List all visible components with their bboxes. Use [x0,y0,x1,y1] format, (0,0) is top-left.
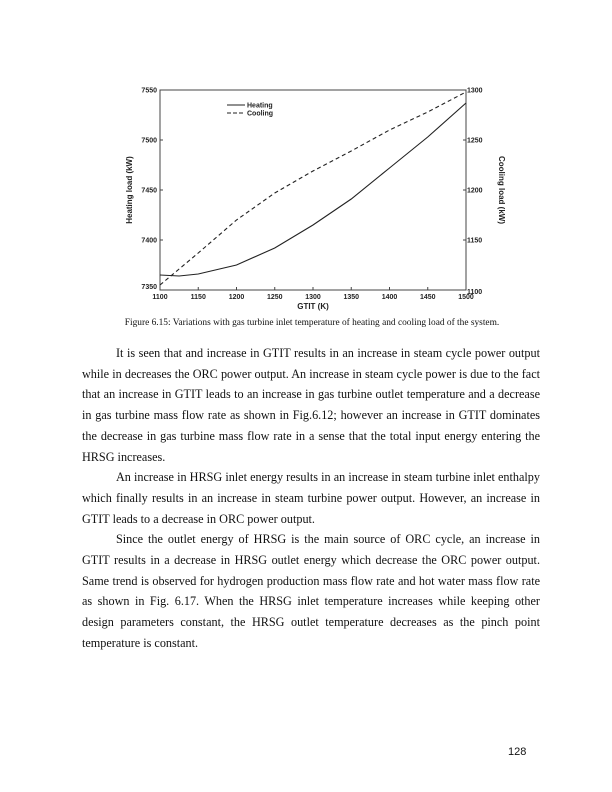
y2-tick-label: 1200 [467,187,483,195]
y-tick-label: 7550 [141,87,157,95]
x-tick-label: 1200 [228,294,245,301]
x-tick-label: 1450 [419,294,436,301]
y-tick-label: 7400 [141,237,157,245]
y-tick-label: 7450 [141,187,157,195]
series-line-cooling [160,92,466,285]
y2-tick-label: 1250 [467,137,483,145]
legend-label: Heating [247,102,273,110]
y2-tick-label: 1150 [467,237,483,245]
figure-caption: Figure 6.15: Variations with gas turbine inlet temperature of heating and cooling load of the system. [124,318,500,328]
page-number: 128 [508,746,527,758]
paragraph: An increase in HRSG inlet energy results in an increase in steam turbine inlet enthalpy which finally results in an increase in steam turbine power output. However, an increase in GTIT leads to a decrease in ORC power output. [82,470,540,526]
x-tick-label: 1100 [152,294,168,301]
x-tick-label: 1150 [190,294,206,301]
y-tick-label: 7500 [141,137,157,145]
x-tick-label: 1500 [458,294,474,301]
y-axis-label: Heating load (kW) [125,156,134,224]
heating-cooling-chart [110,80,520,315]
x-tick-label: 1300 [305,294,321,301]
plot-frame [160,90,466,290]
body-text [82,343,540,654]
y-tick-label: 7350 [141,284,157,291]
x-tick-label: 1250 [266,294,283,301]
legend-label: Cooling [247,110,274,118]
y2-tick-label: 1300 [467,87,483,95]
paragraph: It is seen that and increase in GTIT results in an increase in steam cycle power output while in decreases the ORC power output. An increase in steam cycle power is due to the fact that an increase in GTIT leads to an increase in gas turbine outlet temperature and a decrease in gas turbine mass flow rate as shown in Fig.6.12; however an increase in GTIT dominates the decrease in gas turbine mass flow rate in a sense that the total input energy entering the HRSG increases. [82,346,540,464]
x-tick-label: 1400 [381,294,398,301]
y2-axis-label: Cooling load (kW) [497,156,506,224]
x-tick-label: 1350 [343,294,360,301]
y2-tick-label: 1100 [467,289,483,296]
series-line-heating [160,103,466,276]
x-axis-label: GTIT (K) [297,302,329,311]
paragraph: Since the outlet energy of HRSG is the main source of ORC cycle, an increase in GTIT results in a decrease in HRSG outlet energy which decrease the ORC power output. Same trend is observed for hydrogen production mass flow rate and hot water mass flow rate as shown in Fig. 6.17. When the HRSG inlet temperature increases while keeping other design parameters constant, the HRSG outlet temperature decreases as the pinch point temperature is constant. [82,532,540,650]
